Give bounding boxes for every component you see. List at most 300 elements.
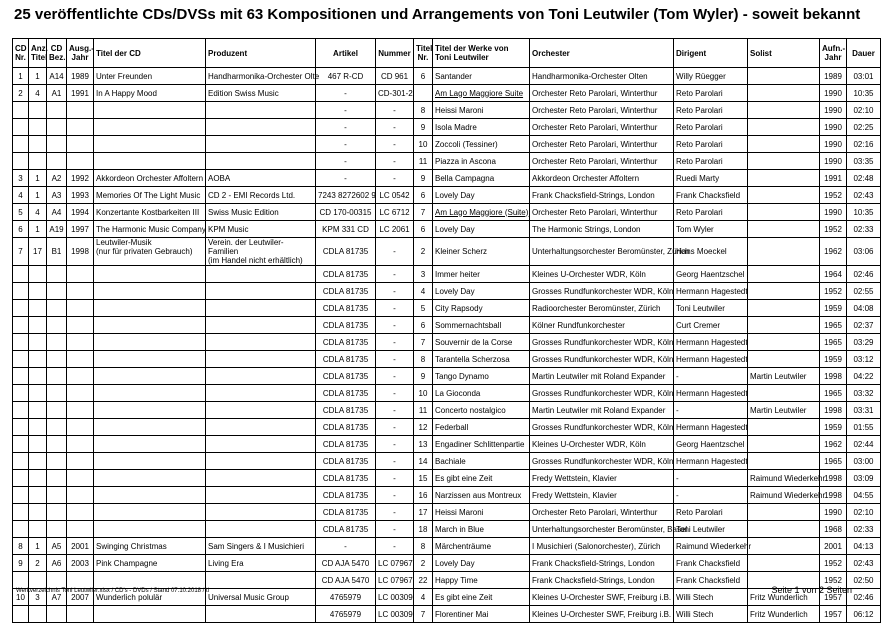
cell-titel-nr: 4	[414, 589, 433, 606]
cell-cd-bez	[47, 368, 67, 385]
cell-anz-titel: 1	[29, 221, 47, 238]
table-row	[13, 68, 881, 85]
cell-werk: Tango Dynamo	[433, 368, 530, 385]
cell-nummer: -	[376, 385, 414, 402]
cell-cd-nr	[13, 266, 29, 283]
cell-produzent	[206, 419, 316, 436]
works-table	[12, 38, 881, 623]
cell-artikel: CDLA 81735	[316, 334, 376, 351]
cell-cd-nr: 10	[13, 589, 29, 606]
cell-anz-titel	[29, 572, 47, 589]
cell-cd-bez	[47, 572, 67, 589]
table-row	[13, 204, 881, 221]
cell-artikel: CDLA 81735	[316, 385, 376, 402]
cell-cd-nr: 1	[13, 68, 29, 85]
table-row	[13, 283, 881, 300]
cell-dauer: 04:08	[847, 300, 881, 317]
cell-titel-nr: 9	[414, 170, 433, 187]
cell-dauer: 03:09	[847, 470, 881, 487]
cell-solist	[748, 385, 820, 402]
cell-orchester: Grosses Rundfunkorchester WDR, Köln	[530, 283, 674, 300]
table-row	[13, 266, 881, 283]
cell-solist: Martin Leutwiler	[748, 368, 820, 385]
cell-dirigent: Willy Rüegger	[674, 68, 748, 85]
cell-dauer: 03:29	[847, 334, 881, 351]
cell-anz-titel: 1	[29, 187, 47, 204]
cell-cd-bez	[47, 351, 67, 368]
cell-orchester: I Musichieri (Salonorchester), Zürich	[530, 538, 674, 555]
cell-cd-bez: A4	[47, 204, 67, 221]
cell-werk: Isola Madre	[433, 119, 530, 136]
header-titel-cd: Titel der CD	[94, 39, 206, 68]
cell-werk: Kleiner Scherz	[433, 238, 530, 266]
cell-dirigent: Hermann Hagestedt	[674, 334, 748, 351]
cell-produzent: Swiss Music Edition	[206, 204, 316, 221]
cell-cd-bez: A3	[47, 187, 67, 204]
cell-titel-nr: 12	[414, 419, 433, 436]
cell-aufn-jahr: 1989	[820, 68, 847, 85]
cell-artikel: CDLA 81735	[316, 436, 376, 453]
cell-titel-cd-line2: (nur für privaten Gebrauch)	[96, 247, 193, 256]
cell-anz-titel	[29, 300, 47, 317]
header-anz-titel: Anz. Titel	[29, 39, 47, 68]
cell-cd-nr	[13, 153, 29, 170]
cell-ausg-jahr	[67, 385, 94, 402]
cell-cd-nr: 9	[13, 555, 29, 572]
cell-titel-cd	[94, 521, 206, 538]
cell-dauer: 06:12	[847, 606, 881, 623]
cell-dirigent: Reto Parolari	[674, 85, 748, 102]
cell-titel-nr: 6	[414, 221, 433, 238]
cell-titel-cd	[94, 385, 206, 402]
cell-ausg-jahr	[67, 368, 94, 385]
cell-orchester: Kölner Rundfunkorchester	[530, 317, 674, 334]
cell-titel-nr: 7	[414, 606, 433, 623]
cell-artikel: CDLA 81735	[316, 238, 376, 266]
cell-artikel: CDLA 81735	[316, 487, 376, 504]
cell-ausg-jahr	[67, 487, 94, 504]
cell-werk: Piazza in Ascona	[433, 153, 530, 170]
cell-cd-bez	[47, 300, 67, 317]
cell-nummer: -	[376, 317, 414, 334]
cell-dirigent: Frank Chacksfield	[674, 572, 748, 589]
cell-aufn-jahr: 1959	[820, 300, 847, 317]
cell-cd-nr: 5	[13, 204, 29, 221]
cell-anz-titel	[29, 317, 47, 334]
cell-anz-titel	[29, 153, 47, 170]
cell-werk: Souvernir de la Corse	[433, 334, 530, 351]
cell-produzent-line1: Verein. der Leutwiler-Familien	[208, 238, 284, 256]
table-row	[13, 238, 881, 266]
cell-dauer: 03:35	[847, 153, 881, 170]
cell-titel-cd: Wunderlich polulär	[94, 589, 206, 606]
cell-cd-bez	[47, 283, 67, 300]
cell-titel-nr	[414, 85, 433, 102]
cell-aufn-jahr: 1965	[820, 385, 847, 402]
table-row	[13, 119, 881, 136]
cell-produzent	[206, 153, 316, 170]
header-nummer: Nummer	[376, 39, 414, 68]
table-row	[13, 470, 881, 487]
cell-ausg-jahr: 1991	[67, 85, 94, 102]
cell-titel-nr: 2	[414, 555, 433, 572]
cell-titel-cd	[94, 334, 206, 351]
cell-titel-nr: 5	[414, 300, 433, 317]
cell-dauer: 02:43	[847, 187, 881, 204]
cell-orchester: Unterhaltungsorchester Beromünster, Basel	[530, 521, 674, 538]
cell-titel-cd: Memories Of The Light Music	[94, 187, 206, 204]
cell-nummer: -	[376, 170, 414, 187]
cell-dauer: 02:25	[847, 119, 881, 136]
cell-anz-titel	[29, 453, 47, 470]
cell-ausg-jahr: 1997	[67, 221, 94, 238]
cell-cd-bez	[47, 119, 67, 136]
cell-ausg-jahr	[67, 402, 94, 419]
cell-cd-bez	[47, 153, 67, 170]
cell-artikel: -	[316, 119, 376, 136]
cell-artikel: -	[316, 102, 376, 119]
cell-artikel: CDLA 81735	[316, 504, 376, 521]
cell-titel-cd: The Harmonic Music Company	[94, 221, 206, 238]
cell-nummer: -	[376, 470, 414, 487]
cell-orchester: Kleines U-Orchester WDR, Köln	[530, 436, 674, 453]
cell-aufn-jahr: 1998	[820, 487, 847, 504]
cell-aufn-jahr: 1959	[820, 419, 847, 436]
cell-solist	[748, 102, 820, 119]
cell-dirigent: -	[674, 402, 748, 419]
cell-werk: March in Blue	[433, 521, 530, 538]
cell-aufn-jahr: 1952	[820, 572, 847, 589]
header-ausg-jahr: Ausg.- Jahr	[67, 39, 94, 68]
cell-artikel: CDLA 81735	[316, 351, 376, 368]
cell-orchester: Frank Chacksfield-Strings, London	[530, 555, 674, 572]
cell-dauer: 02:46	[847, 589, 881, 606]
cell-cd-bez	[47, 606, 67, 623]
cell-cd-bez: A19	[47, 221, 67, 238]
cell-nummer: LC 00309	[376, 606, 414, 623]
cell-orchester: Orchester Reto Parolari, Winterthur	[530, 102, 674, 119]
cell-cd-bez	[47, 487, 67, 504]
cell-werk: Engadiner Schlittenpartie	[433, 436, 530, 453]
cell-titel-cd	[94, 300, 206, 317]
cell-anz-titel: 1	[29, 538, 47, 555]
header-orchester: Orchester	[530, 39, 674, 68]
document-title: 25 veröffentlichte CDs/DVSs mit 63 Kompositionen und Arrangements von Toni Leutwiler (Tom Wyler) - soweit bekannt	[14, 6, 861, 23]
cell-werk: Concerto nostalgico	[433, 402, 530, 419]
cell-dauer: 03:12	[847, 351, 881, 368]
cell-produzent	[206, 266, 316, 283]
cell-orchester: Kleines U-Orchester SWF, Freiburg i.B.	[530, 589, 674, 606]
cell-dirigent: Ruedi Marty	[674, 170, 748, 187]
table-row	[13, 221, 881, 238]
cell-dirigent: Hermann Hagestedt	[674, 419, 748, 436]
cell-titel-cd: Unter Freunden	[94, 68, 206, 85]
cell-produzent: Edition Swiss Music	[206, 85, 316, 102]
cell-solist	[748, 119, 820, 136]
cell-dirigent: Hans Moeckel	[674, 238, 748, 266]
cell-aufn-jahr: 1965	[820, 317, 847, 334]
cell-ausg-jahr	[67, 606, 94, 623]
cell-cd-nr	[13, 453, 29, 470]
cell-werk: Federball	[433, 419, 530, 436]
cell-anz-titel: 1	[29, 68, 47, 85]
cell-cd-nr	[13, 136, 29, 153]
cell-titel-cd	[94, 351, 206, 368]
cell-werk: Es gibt eine Zeit	[433, 589, 530, 606]
table-row	[13, 300, 881, 317]
cell-dirigent: Georg Haentzschel	[674, 436, 748, 453]
cell-aufn-jahr: 1998	[820, 470, 847, 487]
cell-ausg-jahr	[67, 300, 94, 317]
cell-produzent	[206, 572, 316, 589]
cell-artikel: -	[316, 170, 376, 187]
cell-ausg-jahr: 1989	[67, 68, 94, 85]
cell-cd-bez	[47, 266, 67, 283]
cell-dirigent: Reto Parolari	[674, 119, 748, 136]
cell-dauer: 01:55	[847, 419, 881, 436]
cell-ausg-jahr: 1998	[67, 238, 94, 266]
cell-cd-bez	[47, 419, 67, 436]
cell-aufn-jahr: 2001	[820, 538, 847, 555]
cell-ausg-jahr	[67, 453, 94, 470]
cell-cd-nr	[13, 283, 29, 300]
cell-produzent: Handharmonika-Orchester Olte	[206, 68, 316, 85]
cell-nummer: -	[376, 300, 414, 317]
cell-aufn-jahr: 1952	[820, 555, 847, 572]
cell-nummer: CD-301-2	[376, 85, 414, 102]
cell-dirigent: Reto Parolari	[674, 153, 748, 170]
cell-artikel: CDLA 81735	[316, 453, 376, 470]
cell-produzent	[206, 521, 316, 538]
cell-aufn-jahr: 1990	[820, 102, 847, 119]
cell-cd-nr: 7	[13, 238, 29, 266]
cell-titel-nr: 7	[414, 204, 433, 221]
cell-anz-titel	[29, 436, 47, 453]
cell-aufn-jahr: 1990	[820, 504, 847, 521]
cell-artikel: 4765979	[316, 589, 376, 606]
table-row	[13, 136, 881, 153]
cell-aufn-jahr: 1965	[820, 453, 847, 470]
cell-orchester: Martin Leutwiler mit Roland Expander	[530, 402, 674, 419]
header-cd-bez: CD Bez.	[47, 39, 67, 68]
cell-dauer: 02:55	[847, 283, 881, 300]
cell-titel-nr: 3	[414, 266, 433, 283]
cell-dauer: 10:35	[847, 85, 881, 102]
cell-cd-nr	[13, 351, 29, 368]
cell-ausg-jahr: 1994	[67, 204, 94, 221]
cell-aufn-jahr: 1998	[820, 402, 847, 419]
table-row	[13, 85, 881, 102]
cell-werk: Lovely Day	[433, 187, 530, 204]
cell-ausg-jahr	[67, 436, 94, 453]
cell-orchester: Orchester Reto Parolari, Winterthur	[530, 136, 674, 153]
cell-solist	[748, 85, 820, 102]
cell-aufn-jahr: 1964	[820, 266, 847, 283]
cell-solist	[748, 221, 820, 238]
cell-produzent	[206, 470, 316, 487]
cell-nummer: -	[376, 283, 414, 300]
cell-produzent	[206, 334, 316, 351]
cell-cd-bez	[47, 504, 67, 521]
cell-cd-nr	[13, 572, 29, 589]
cell-aufn-jahr: 1962	[820, 238, 847, 266]
cell-titel-cd	[94, 368, 206, 385]
cell-titel-nr: 8	[414, 538, 433, 555]
cell-ausg-jahr	[67, 419, 94, 436]
cell-dauer: 04:22	[847, 368, 881, 385]
cell-aufn-jahr: 1957	[820, 606, 847, 623]
cell-titel-cd: Swinging Christmas	[94, 538, 206, 555]
cell-titel-cd: Akkordeon Orchester Affoltern	[94, 170, 206, 187]
cell-produzent	[206, 385, 316, 402]
cell-solist	[748, 170, 820, 187]
cell-nummer: -	[376, 238, 414, 266]
cell-anz-titel: 4	[29, 85, 47, 102]
header-titel-werke: Titel der Werke von Toni Leutwiler	[433, 39, 530, 68]
cell-nummer: -	[376, 351, 414, 368]
cell-orchester: Grosses Rundfunkorchester WDR, Köln	[530, 453, 674, 470]
cell-cd-bez: A1	[47, 85, 67, 102]
cell-cd-bez: B1	[47, 238, 67, 266]
cell-anz-titel	[29, 606, 47, 623]
cell-orchester: Grosses Rundfunkorchester WDR, Köln	[530, 351, 674, 368]
cell-solist	[748, 317, 820, 334]
cell-anz-titel: 4	[29, 204, 47, 221]
cell-titel-cd	[94, 572, 206, 589]
cell-dirigent: -	[674, 470, 748, 487]
cell-aufn-jahr: 1952	[820, 187, 847, 204]
cell-aufn-jahr: 1965	[820, 334, 847, 351]
cell-nummer: LC 6712	[376, 204, 414, 221]
cell-orchester: Orchester Reto Parolari, Winterthur	[530, 153, 674, 170]
cell-orchester: Akkordeon Orchester Affoltern	[530, 170, 674, 187]
cell-orchester: Kleines U-Orchester SWF, Freiburg i.B.	[530, 606, 674, 623]
cell-dauer: 10:35	[847, 204, 881, 221]
cell-cd-nr	[13, 102, 29, 119]
cell-werk: Immer heiter	[433, 266, 530, 283]
cell-orchester: Grosses Rundfunkorchester WDR, Köln	[530, 334, 674, 351]
cell-nummer: -	[376, 136, 414, 153]
cell-ausg-jahr	[67, 572, 94, 589]
cell-anz-titel	[29, 504, 47, 521]
cell-artikel: -	[316, 85, 376, 102]
cell-titel-cd	[94, 470, 206, 487]
cell-titel-cd-line1: Leutwiler-Musik	[96, 238, 152, 247]
table-row	[13, 402, 881, 419]
cell-titel-nr: 9	[414, 368, 433, 385]
cell-cd-nr: 2	[13, 85, 29, 102]
cell-nummer: CD 961	[376, 68, 414, 85]
cell-nummer: -	[376, 504, 414, 521]
cell-artikel: -	[316, 136, 376, 153]
cell-anz-titel	[29, 470, 47, 487]
cell-werk: Santander	[433, 68, 530, 85]
cell-artikel: CDLA 81735	[316, 521, 376, 538]
cell-cd-nr: 3	[13, 170, 29, 187]
table-row	[13, 102, 881, 119]
cell-orchester: Orchester Reto Parolari, Winterthur	[530, 504, 674, 521]
table-row	[13, 153, 881, 170]
cell-werk: Am Lago Maggiore (Suite)	[433, 204, 530, 221]
cell-ausg-jahr: 2001	[67, 538, 94, 555]
cell-nummer: LC 00309	[376, 589, 414, 606]
cell-artikel: 7243 8272602 9	[316, 187, 376, 204]
cell-dauer: 02:10	[847, 102, 881, 119]
cell-cd-nr: 6	[13, 221, 29, 238]
cell-dauer: 03:32	[847, 385, 881, 402]
cell-titel-cd	[94, 487, 206, 504]
cell-titel-nr: 6	[414, 317, 433, 334]
cell-werk: Heissi Maroni	[433, 102, 530, 119]
cell-anz-titel	[29, 266, 47, 283]
cell-ausg-jahr	[67, 470, 94, 487]
cell-orchester: Frank Chacksfield-Strings, London	[530, 187, 674, 204]
footer-page-number: Seite 1 von 2 Seiten	[771, 585, 852, 595]
cell-artikel: CDLA 81735	[316, 368, 376, 385]
header-aufn-jahr: Aufn.- Jahr	[820, 39, 847, 68]
table-row	[13, 606, 881, 623]
cell-dirigent: -	[674, 368, 748, 385]
cell-titel-nr: 8	[414, 351, 433, 368]
cell-werk: Bella Campagna	[433, 170, 530, 187]
cell-dauer: 04:55	[847, 487, 881, 504]
table-body	[13, 68, 881, 623]
cell-ausg-jahr	[67, 283, 94, 300]
cell-nummer: -	[376, 119, 414, 136]
cell-ausg-jahr	[67, 119, 94, 136]
cell-dirigent: Reto Parolari	[674, 102, 748, 119]
cell-solist	[748, 419, 820, 436]
cell-orchester: Martin Leutwiler mit Roland Expander	[530, 368, 674, 385]
header-produzent: Produzent	[206, 39, 316, 68]
footer-file-info: Werkverzeichnis Toni Leutwiler.xlsx / CD's - DVDs / Stand 07.10.2018 / tl	[16, 588, 210, 594]
cell-solist	[748, 436, 820, 453]
header-artikel: Artikel	[316, 39, 376, 68]
cell-artikel: CDLA 81735	[316, 266, 376, 283]
cell-solist	[748, 351, 820, 368]
cell-orchester: Fredy Wettstein, Klavier	[530, 487, 674, 504]
cell-solist	[748, 504, 820, 521]
cell-anz-titel	[29, 521, 47, 538]
cell-titel-nr: 15	[414, 470, 433, 487]
cell-dirigent: Hermann Hagestedt	[674, 283, 748, 300]
cell-nummer: -	[376, 419, 414, 436]
cell-anz-titel: 2	[29, 555, 47, 572]
cell-aufn-jahr: 1968	[820, 521, 847, 538]
cell-cd-nr	[13, 119, 29, 136]
cell-orchester: Orchester Reto Parolari, Winterthur	[530, 119, 674, 136]
cell-cd-bez	[47, 470, 67, 487]
cell-ausg-jahr	[67, 102, 94, 119]
cell-dauer: 04:13	[847, 538, 881, 555]
cell-cd-nr	[13, 368, 29, 385]
cell-cd-bez	[47, 136, 67, 153]
cell-solist: Fritz Wunderlich	[748, 606, 820, 623]
table-row	[13, 317, 881, 334]
cell-solist	[748, 300, 820, 317]
cell-produzent-line2: (im Handel nicht erhältlich)	[208, 256, 303, 265]
cell-produzent	[206, 402, 316, 419]
cell-dauer: 03:31	[847, 402, 881, 419]
header-titel-nr: Titel Nr.	[414, 39, 433, 68]
cell-ausg-jahr: 1993	[67, 187, 94, 204]
cell-anz-titel	[29, 385, 47, 402]
cell-werk: City Rapsody	[433, 300, 530, 317]
cell-cd-nr	[13, 436, 29, 453]
cell-orchester: Kleines U-Orchester WDR, Köln	[530, 266, 674, 283]
cell-solist	[748, 238, 820, 266]
cell-ausg-jahr	[67, 351, 94, 368]
